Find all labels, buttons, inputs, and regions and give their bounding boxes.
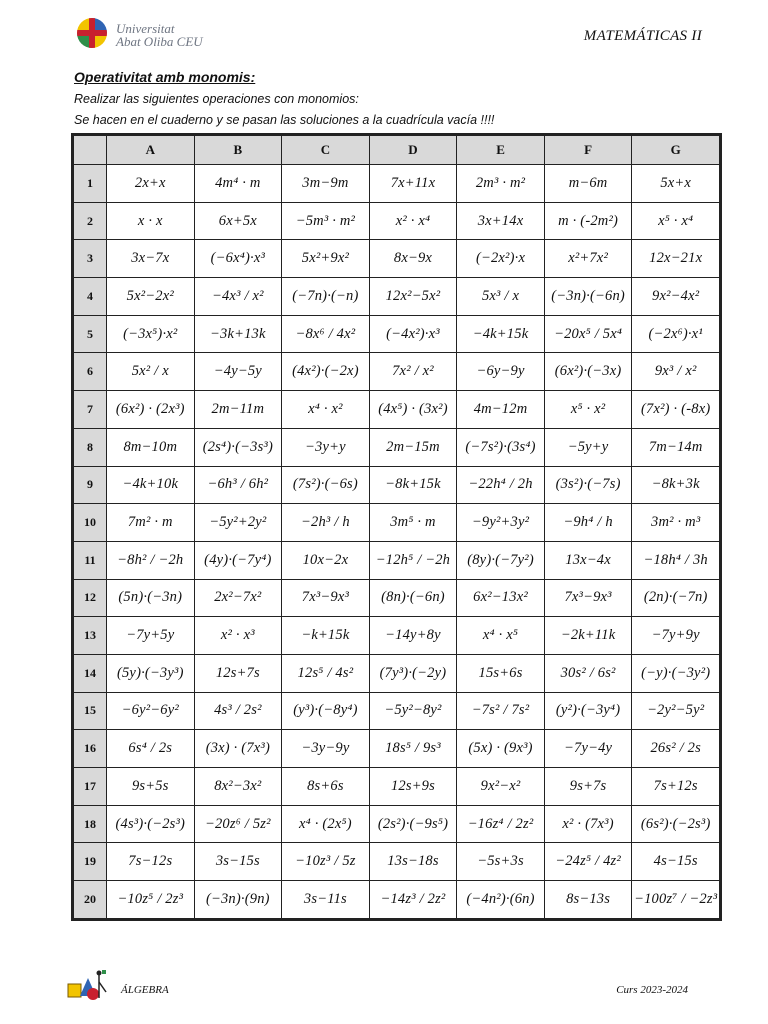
column-header-row [74,136,720,165]
row-number: 13 [74,617,107,655]
row-number: 20 [74,881,107,919]
table-row [74,730,720,768]
expression-cell: −8x⁶ / 4x² [282,315,370,353]
expression-cell: −9h⁴ / h [544,504,632,542]
expression-cell: −8k+15k [369,466,457,504]
expression-cell: −4k+15k [457,315,545,353]
table-row [74,202,720,240]
expression-cell: 7s+12s [632,768,720,806]
expression-cell: (4x²)·(−2x) [282,353,370,391]
expression-cell: (6s²)·(−2s³) [632,805,720,843]
corner-cell [74,136,107,165]
row-number: 1 [74,165,107,203]
table-row [74,881,720,919]
expression-cell: (7y³)·(−2y) [369,654,457,692]
table-row [74,579,720,617]
expression-cell: −8k+3k [632,466,720,504]
expression-cell: −3y+y [282,428,370,466]
expression-cell: 5x² / x [107,353,195,391]
column-header: F [544,136,632,165]
footer-course-year: Curs 2023-2024 [616,984,688,996]
expression-cell: (4x⁵) · (3x²) [369,391,457,429]
expression-cell: 3m−9m [282,165,370,203]
expression-cell: 8s+6s [282,768,370,806]
expression-cell: 8x−9x [369,240,457,278]
expression-cell: x²+7x² [544,240,632,278]
expression-cell: −16z⁴ / 2z² [457,805,545,843]
expression-cell: 3m² · m³ [632,504,720,542]
expression-cell: −20z⁶ / 5z² [194,805,282,843]
table-row [74,428,720,466]
expression-cell: 12s+9s [369,768,457,806]
table-row [74,240,720,278]
expression-cell: 9x²−x² [457,768,545,806]
expression-cell: −6h³ / 6h² [194,466,282,504]
expression-cell: 13x−4x [544,541,632,579]
row-number: 4 [74,278,107,316]
column-header: B [194,136,282,165]
expression-cell: (7x²) · (-8x) [632,391,720,429]
expression-cell: (−4x²)·x³ [369,315,457,353]
row-number: 6 [74,353,107,391]
expression-cell: (6x²) · (2x³) [107,391,195,429]
expression-cell: 8s−13s [544,881,632,919]
expression-cell: (3s²)·(−7s) [544,466,632,504]
row-number: 7 [74,391,107,429]
row-number: 5 [74,315,107,353]
row-number: 17 [74,768,107,806]
row-number: 19 [74,843,107,881]
section-title: Operativitat amb monomis: [74,69,256,85]
expression-cell: 3x+14x [457,202,545,240]
table-row [74,768,720,806]
expression-cell: −4y−5y [194,353,282,391]
table-row [74,466,720,504]
expression-cell: −4k+10k [107,466,195,504]
expression-cell: −14z³ / 2z² [369,881,457,919]
table-row [74,353,720,391]
expression-cell: −6y−9y [457,353,545,391]
expression-cell: (2s²)·(−9s⁵) [369,805,457,843]
table-row [74,843,720,881]
expression-cell: −2k+11k [544,617,632,655]
expression-cell: −100z⁷ / −2z³ [632,881,720,919]
expression-cell: 8x²−3x² [194,768,282,806]
expression-cell: (−3n)·(−6n) [544,278,632,316]
expression-cell: (5y)·(−3y³) [107,654,195,692]
expression-cell: 7x³−9x³ [544,579,632,617]
expression-cell: x⁵ · x² [544,391,632,429]
expression-cell: 8m−10m [107,428,195,466]
column-header: G [632,136,720,165]
expression-cell: −3k+13k [194,315,282,353]
expression-cell: 4s³ / 2s² [194,692,282,730]
table-row [74,541,720,579]
expression-cell: 5x+x [632,165,720,203]
expression-cell: x² · x⁴ [369,202,457,240]
expression-cell: −4x³ / x² [194,278,282,316]
expression-cell: x⁴ · x⁵ [457,617,545,655]
row-number: 3 [74,240,107,278]
expression-cell: m · (-2m²) [544,202,632,240]
expression-cell: (−2x⁶)·x¹ [632,315,720,353]
expression-cell: −10z⁵ / 2z³ [107,881,195,919]
expression-cell: −2y²−5y² [632,692,720,730]
column-header: E [457,136,545,165]
table-row [74,278,720,316]
expression-cell: (−3x⁵)·x² [107,315,195,353]
expression-cell: −5y+y [544,428,632,466]
expression-cell: x⁴ · (2x⁵) [282,805,370,843]
expression-cell: 9x³ / x² [632,353,720,391]
expression-cell: 12x−21x [632,240,720,278]
table-row [74,315,720,353]
expression-cell: 2m−11m [194,391,282,429]
expression-cell: 5x³ / x [457,278,545,316]
row-number: 15 [74,692,107,730]
expression-cell: 6x²−13x² [457,579,545,617]
table-row [74,165,720,203]
course-title: MATEMÁTICAS II [583,28,702,44]
expression-cell: 3s−11s [282,881,370,919]
column-header: D [369,136,457,165]
column-header: C [282,136,370,165]
expression-cell: 3s−15s [194,843,282,881]
page-header [0,0,768,60]
expression-cell: 13s−18s [369,843,457,881]
expression-cell: 12s⁵ / 4s² [282,654,370,692]
expression-cell: 18s⁵ / 9s³ [369,730,457,768]
expression-cell: 4m⁴ · m [194,165,282,203]
expression-cell: −18h⁴ / 3h [632,541,720,579]
table-row [74,692,720,730]
expression-cell: (−7n)·(−n) [282,278,370,316]
expression-cell: (y²)·(−3y⁴) [544,692,632,730]
operations-grid [73,135,720,919]
expression-cell: 6s⁴ / 2s [107,730,195,768]
row-number: 2 [74,202,107,240]
expression-cell: (2s⁴)·(−3s³) [194,428,282,466]
expression-cell: (−6x⁴)·x³ [194,240,282,278]
expression-cell: −7y−4y [544,730,632,768]
expression-cell: 5x²+9x² [282,240,370,278]
expression-cell: −5m³ · m² [282,202,370,240]
expression-cell: 15s+6s [457,654,545,692]
expression-cell: (−3n)·(9n) [194,881,282,919]
footer-subject: ÁLGEBRA [121,984,169,996]
university-logo-icon [77,18,107,48]
expression-cell: −12h⁵ / −2h [369,541,457,579]
expression-cell: −9y²+3y² [457,504,545,542]
row-number: 10 [74,504,107,542]
expression-cell: (4s³)·(−2s³) [107,805,195,843]
university-name [116,22,203,48]
expression-cell: 10x−2x [282,541,370,579]
row-number: 8 [74,428,107,466]
expression-cell: −20x⁵ / 5x⁴ [544,315,632,353]
table-row [74,617,720,655]
expression-cell: (y³)·(−8y⁴) [282,692,370,730]
expression-cell: −5s+3s [457,843,545,881]
row-number: 16 [74,730,107,768]
expression-cell: (2n)·(−7n) [632,579,720,617]
expression-cell: −6y²−6y² [107,692,195,730]
instruction-note: Se hacen en el cuaderno y se pasan las soluciones a la cuadrícula vacía !!!! [74,113,495,127]
expression-cell: −3y−9y [282,730,370,768]
expression-cell: (−y)·(−3y²) [632,654,720,692]
algebra-shapes-icon [66,968,114,1002]
expression-cell: (5x) · (9x³) [457,730,545,768]
expression-cell: 2m³ · m² [457,165,545,203]
expression-cell: 6x+5x [194,202,282,240]
expression-cell: 4s−15s [632,843,720,881]
expression-cell: −10z³ / 5z [282,843,370,881]
expression-cell: −5y²+2y² [194,504,282,542]
expression-cell: −24z⁵ / 4z² [544,843,632,881]
expression-cell: 4m−12m [457,391,545,429]
expression-cell: (−4n²)·(6n) [457,881,545,919]
expression-cell: x · x [107,202,195,240]
expression-cell: (−7s²)·(3s⁴) [457,428,545,466]
expression-cell: m−6m [544,165,632,203]
expression-cell: 2m−15m [369,428,457,466]
expression-cell: 7x³−9x³ [282,579,370,617]
expression-cell: x⁵ · x⁴ [632,202,720,240]
expression-cell: 3m⁵ · m [369,504,457,542]
table-row [74,654,720,692]
expression-cell: −14y+8y [369,617,457,655]
expression-cell: −5y²−8y² [369,692,457,730]
expression-cell: 2x+x [107,165,195,203]
expression-cell: (5n)·(−3n) [107,579,195,617]
row-number: 11 [74,541,107,579]
row-number: 14 [74,654,107,692]
expression-cell: 7x² / x² [369,353,457,391]
expression-cell: 9x²−4x² [632,278,720,316]
expression-cell: −7y+9y [632,617,720,655]
instruction-text: Realizar las siguientes operaciones con monomios: [74,92,359,106]
expression-cell: (3x) · (7x³) [194,730,282,768]
expression-cell: 7m−14m [632,428,720,466]
university-name-line2: Abat Oliba CEU [116,34,203,49]
expression-cell: 30s² / 6s² [544,654,632,692]
row-number: 18 [74,805,107,843]
expression-cell: 26s² / 2s [632,730,720,768]
expression-cell: (4y)·(−7y⁴) [194,541,282,579]
expression-cell: −7y+5y [107,617,195,655]
expression-cell: 3x−7x [107,240,195,278]
expression-cell: −7s² / 7s² [457,692,545,730]
expression-cell: 12s+7s [194,654,282,692]
table-row [74,391,720,429]
expression-cell: −8h² / −2h [107,541,195,579]
expression-cell: 9s+7s [544,768,632,806]
table-row [74,805,720,843]
row-number: 12 [74,579,107,617]
expression-cell: 12x²−5x² [369,278,457,316]
expression-cell: 9s+5s [107,768,195,806]
expression-cell: (7s²)·(−6s) [282,466,370,504]
row-number: 9 [74,466,107,504]
expression-cell: x² · (7x³) [544,805,632,843]
university-name-line1: Universitat [116,21,175,36]
column-header: A [107,136,195,165]
expression-cell: 7x+11x [369,165,457,203]
monomial-operations-table [71,133,722,921]
expression-cell: 7s−12s [107,843,195,881]
table-row [74,504,720,542]
expression-cell: 5x²−2x² [107,278,195,316]
expression-cell: 7m² · m [107,504,195,542]
expression-cell: x² · x³ [194,617,282,655]
expression-cell: (−2x²)·x [457,240,545,278]
expression-cell: (8y)·(−7y²) [457,541,545,579]
expression-cell: 2x²−7x² [194,579,282,617]
expression-cell: (6x²)·(−3x) [544,353,632,391]
expression-cell: −22h⁴ / 2h [457,466,545,504]
expression-cell: −2h³ / h [282,504,370,542]
expression-cell: (8n)·(−6n) [369,579,457,617]
expression-cell: x⁴ · x² [282,391,370,429]
expression-cell: −k+15k [282,617,370,655]
